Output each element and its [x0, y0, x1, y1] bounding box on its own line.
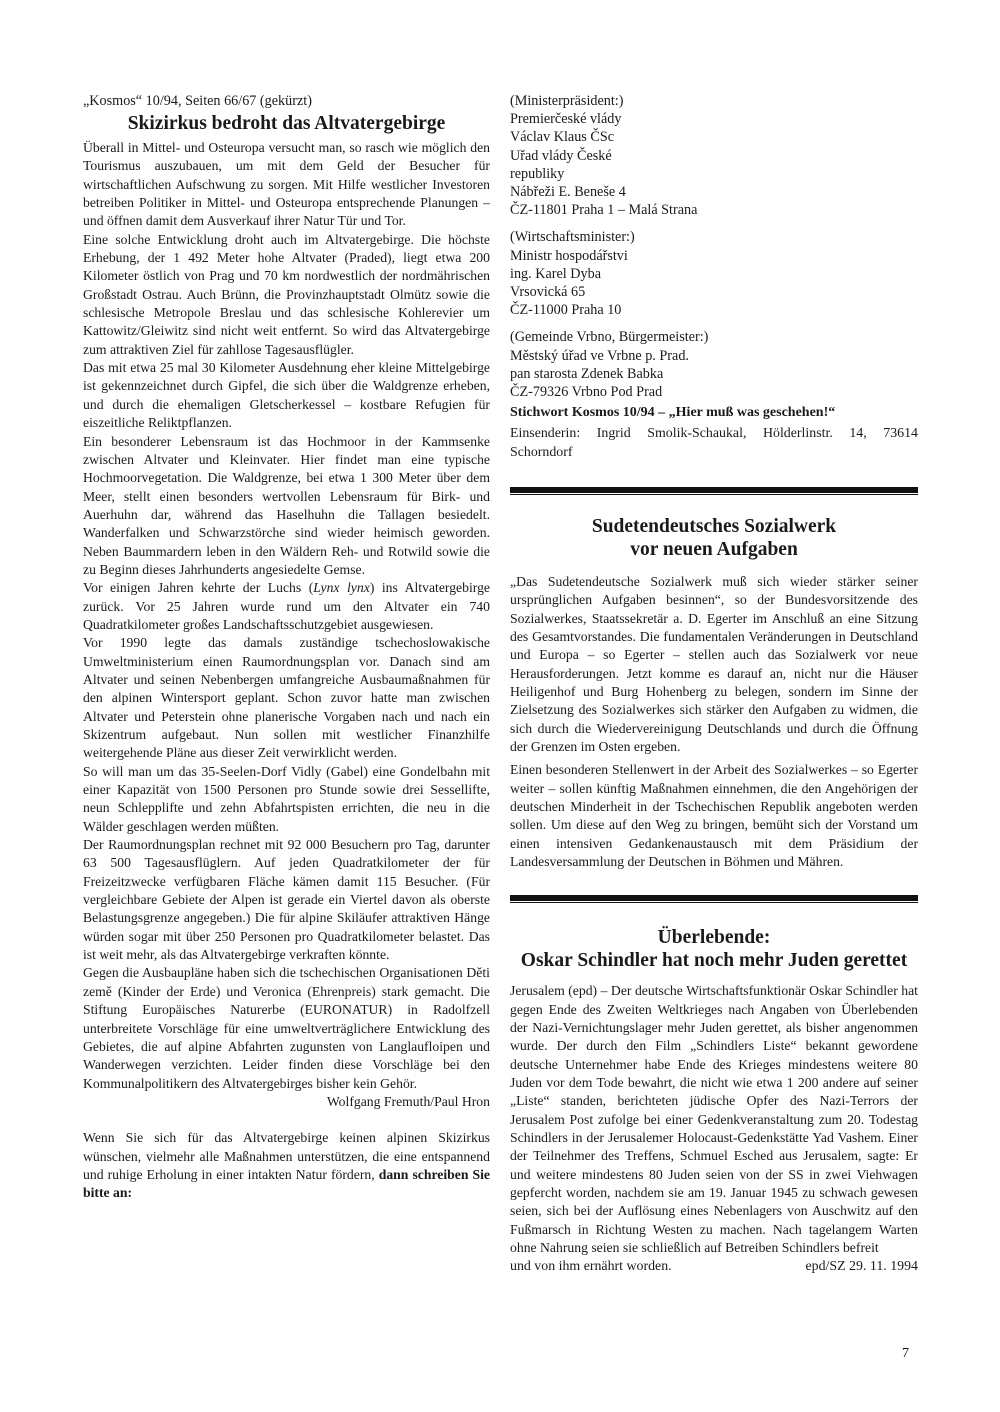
- article-source: epd/SZ 29. 11. 1994: [805, 1258, 918, 1274]
- paragraph: Das mit etwa 25 mal 30 Kilometer Ausdehnung eher kleine Mittelgebirge ist gekennzeichnet durch Gipfel, die sich über die Waldgrenze erheben, und durch die ehemaligen Gletscherkessel – kostbare Refugien für eiszeitliche Reliktpflanzen.: [83, 360, 490, 431]
- paragraph: „Das Sudetendeutsche Sozialwerk muß sich wieder stärker seiner ursprünglichen Aufgaben besinnen“, so der Bundesvorsitzende des Sozialwerkes, Staatssekretär a. D. Egerter im Anschluß an eine Sitzung des Gesamtvorstandes. Die fundamentalen Veränderungen in Deutschland und Europa – so Egerter – stellen auch das Sozialwerk vor neue Herausforderungen. Jetzt komme es darauf an, nicht nur die Häuser Heiligenhof und Burg Hohenberg zu belegen, sondern im Sinne der Zielsetzung des Sozialwerkes sich stärker den Aufgaben zu widmen, die sich durch die Wiedervereinigung Deutschlands und durch die Öffnung der Grenzen im Osten ergeben.: [510, 573, 918, 754]
- section-divider: [510, 895, 918, 903]
- stichwort: Stichwort Kosmos 10/94 – „Hier muß was geschehen!“: [510, 405, 836, 421]
- address-block: (Ministerpräsident:) Premierčeské vlády Václav Klaus ČSc Uřad vlády České republiky Nábřeži E. Beneše 4 ČZ-11801 Praha 1 – Malá Strana: [510, 93, 698, 219]
- paragraph: Ein besonderer Lebensraum ist das Hochmoor in der Kammsenke zwischen Altvater und Kleinvater. Hier findet man eine typische Hochmoorvegetation. Die Waldgrenze, bei etwa 1 300 Meter über dem Meer, stellt einen besonders wertvollen Lebensraum für Birk- und Auerhuhn dar, während das Haselhuhn die Tallagen besiedelt. Wanderfalken und Schwarzstörche sind wieder heimisch geworden. Neben Baummardern leben in den Wäldern Reh- und Rotwild sowie die zu Beginn dieses Jahrhunderts angesiedelte Gemse.: [83, 433, 490, 577]
- paragraph: Überall in Mittel- und Osteuropa versucht man, so rasch wie möglich den Tourismus auszubauen, um mit dem Geld der Besucher für wirtschaftlichen Aufschwung zu sorgen. Mit Hilfe westlicher Investoren betreiben Politiker in Mittel- und Osteuropa entsprechende Planungen – und öffnen damit dem Ausverkauf ihrer Natur Tür und Tor.: [83, 140, 490, 229]
- article-title: Sudetendeutsches Sozialwerk vor neuen Aufgaben: [591, 515, 837, 560]
- paragraph: So will man um das 35-Seelen-Dorf Vidly (Gabel) eine Gondelbahn mit einer Kapazität von 1500 Personen pro Stunde sowie drei Sessellifte, neun Schlepplifte und zehn Abfahrtspisten errichten, die neu in die Wälder geschlagen werden müßten.: [83, 763, 490, 834]
- article-footer: [510, 1258, 918, 1276]
- appeal-bold: dann schreiben Sie bitte an:: [83, 1166, 490, 1201]
- paragraph: Jerusalem (epd) – Der deutsche Wirtschaftsfunktionär Oskar Schindler hat gegen Ende des Zweiten Weltkrieges nach Angaben von Überlebenden der Nazi-Vernichtungslager mehr Juden gerettet, als bisher angenommen wurde. Der durch den Film „Schindlers Liste“ bekannt gewordene deutsche Unternehmer habe Ende des Krieges mindestens weitere 80 Juden vor dem Tode bewahrt, die nicht wie etwa 1 200 andere auf seiner „Liste“ standen, berichteten jüdische Opfer des Nazi-Terrors der Jerusalem Post zufolge bei einer Gedenkveranstaltung zum 20. Todestag Schindlers in der Jerusalemer Holocaust-Gedenkstätte Yad Vashem. Einer der Teilnehmer des Treffens, Schmuel Esched aus Jerusalem, sagte: Er und weitere mindestens 80 Juden seien von der SS in zwei Viehwagen gepfercht worden, nachdem sie am 19. Januar 1945 zu schwach gewesen seien, sich bei der Auflösung eines Nebenlagers von Auschwitz auf den Fußmarsch in Richtung Westen zu machen. Nach tagelangem Warten ohne Nahrung seien sie schließlich auf Betreiben Schindlers befreit: [510, 983, 918, 1256]
- appeal-text: Wenn Sie sich für das Altvatergebirge keinen alpinen Skizirkus wünschen, vielmehr alle Maßnahmen unterstützen, die eine entspannend und ruhige Erholung in einer intakten Natur fördern, dann schreiben Sie bitte an:: [83, 1130, 490, 1201]
- paragraph: Gegen die Ausbaupläne haben sich die tschechischen Organisationen Děti země (Kinder der Erde) und Veronica (Ehrenpreis) stark gemacht. Die Stiftung Europäisches Naturerbe (EURONATUR) in Radolfzell unterbreitete Vorschläge für eine umweltverträglichere Entwicklung des Gebietes, die auf alpine Abfahrten zugunsten von Langlaufloipen und Wanderwegen verzichten. Leider finden diese Vorschläge bei den Kommunalpolitikern des Altvatergebirges bisher kein Gehör.: [83, 965, 490, 1091]
- section-divider: [510, 487, 918, 495]
- author-signature: Wolfgang Fremuth/Paul Hron: [326, 1093, 490, 1109]
- paragraph: Vor 1990 legte das damals zuständige tschechoslowakische Umweltministerium einen Raumordnungsplan vor. Danach sind am Altvater und seinen Nebenbergen umfangreiche Ausbaumaßnahmen für den alpinen Wintersport geplant. Schon zuvor hatte man zwischen Altvater und Peterstein ohne planerische Vorgaben nach und nach ein Skizentrum aufgebaut. Nun sollen mit westlicher Finanzhilfe weitergehende Pläne aus dieser Zeit verwirklicht werden.: [83, 635, 490, 761]
- right-column: [510, 92, 918, 1276]
- page-number: 7: [902, 1346, 909, 1361]
- paragraph: Der Raumordnungsplan rechnet mit 92 000 Besuchern pro Tag, darunter 63 500 Tagesausflüglern. Auf jeden Quadratkilometer der für Freizeitzwecke verfügbaren Fläche kämen damit 115 Besucher. (Für vergleichbare Gebiete der Alpen ist gerade ein Viertel davon als oberste Belastungsgrenze angegeben.) Die für alpine Skiläufer attraktiven Hänge würden sogar mit über 250 Personen pro Quadratkilometer belastet. Das ist weit mehr, als das Altvatergebirge verkraften könnte.: [83, 837, 490, 963]
- paragraph: Einen besonderen Stellenwert in der Arbeit des Sozialwerkes – so Egerter weiter – sollen künftig Maßnahmen einnehmen, die den Angehörigen der deutschen Minderheit in der Tschechischen Republik angeboten werden sollen. Um diese auf den Weg zu bringen, bemüht sich der Vorstand um einen intensiven Gedankenaustausch mit dem Präsidium der Landesversammlung der Deutschen in Böhmen und Mähren.: [510, 762, 918, 869]
- article-title: Skizirkus bedroht das Altvatergebirge: [127, 113, 446, 134]
- address-block: (Gemeinde Vrbno, Bürgermeister:) Městský úřad ve Vrbne p. Prad. pan starosta Zdenek Babka ČZ-79326 Vrbno Pod Prad: [510, 329, 709, 401]
- paragraph: Eine solche Entwicklung droht auch im Altvatergebirge. Die höchste Erhebung, der 1 492 Meter hohe Altvater (Praded), liegt etwa 200 Kilometer östlich von Prag und 70 km nordwestlich der nordmährischen Großstadt Ostrau. Auch Brünn, die Provinzhauptstadt Olmütz sowie die schlesische Metropole Breslau und das schlesische Kohlerevier um Kattowitz/Gleiwitz sind nicht weit entfernt. So wird das Altvatergebirge zum attraktiven Ziel für zahllose Tagesausflügler.: [83, 231, 490, 357]
- paragraph: Vor einigen Jahren kehrte der Luchs (Lynx lynx) ins Altvatergebirge zurück. Vor 25 Jahren wurde rund um den Altvater ein 740 Quadratkilometer großes Landschaftsschutzgebiet ausgewiesen.: [83, 580, 491, 632]
- einsenderin: Einsenderin: Ingrid Smolik-Schaukal, Hölderlinstr. 14, 73614 Schorndorf: [510, 426, 918, 460]
- article-title: Überlebende: Oskar Schindler hat noch mehr Juden gerettet: [520, 927, 908, 972]
- left-column: [83, 92, 490, 1203]
- paragraph-end: und von ihm ernährt worden.: [510, 1258, 672, 1274]
- article-source: „Kosmos“ 10/94, Seiten 66/67 (gekürzt): [83, 93, 312, 109]
- address-block: (Wirtschaftsminister:) Ministr hospodářstvi ing. Karel Dyba Vrsovická 65 ČZ-11000 Praha 10: [510, 229, 635, 319]
